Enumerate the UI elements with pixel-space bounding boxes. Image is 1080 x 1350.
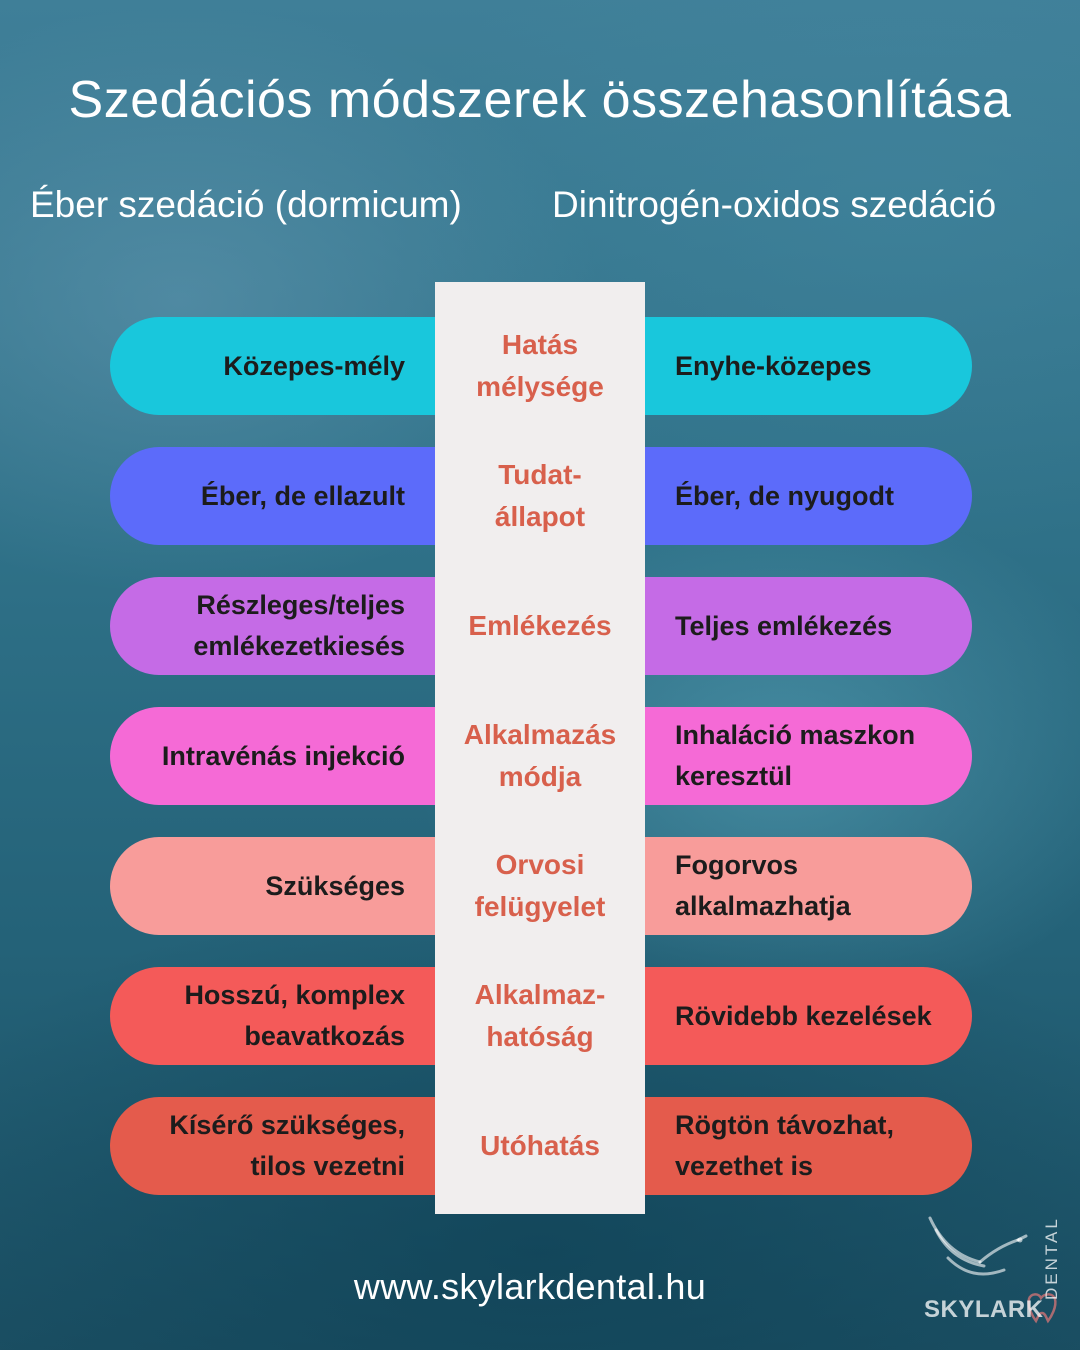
- left-value-line: Intravénás injekció: [161, 740, 405, 771]
- criterion-label: [435, 837, 645, 935]
- right-value-line: Éber, de nyugodt: [675, 480, 895, 511]
- left-value-pill: [110, 577, 435, 675]
- left-value-line: Részleges/teljes: [196, 590, 405, 620]
- left-value-text: [169, 1105, 405, 1187]
- right-value-pill: [645, 317, 972, 415]
- right-value-line: Rövidebb kezelések: [675, 1000, 932, 1031]
- right-value-line: vezethet is: [675, 1151, 814, 1181]
- left-value-text: [162, 736, 405, 777]
- left-value-line: emlékezetkiesés: [193, 631, 405, 661]
- criterion-label-line: Utóhatás: [480, 1130, 600, 1161]
- left-value-text: [184, 975, 405, 1057]
- right-value-text: [675, 845, 851, 927]
- left-value-pill: [110, 447, 435, 545]
- website-url[interactable]: www.skylarkdental.hu: [353, 1266, 707, 1307]
- left-value-pill: [110, 317, 435, 415]
- left-value-text: [193, 585, 405, 667]
- right-value-line: Enyhe-közepes: [675, 350, 872, 381]
- criterion-label: [435, 317, 645, 415]
- comparison-row: [0, 707, 1080, 805]
- comparison-row: [0, 837, 1080, 935]
- criterion-label-line: Orvosi: [495, 849, 585, 880]
- comparison-row: [0, 577, 1080, 675]
- column-header-right: Dinitrogén-oxidos szedáció: [552, 184, 997, 225]
- criterion-label-line: felügyelet: [474, 891, 606, 922]
- right-value-pill: [645, 967, 972, 1065]
- comparison-row: [0, 967, 1080, 1065]
- criterion-label: [435, 447, 645, 545]
- right-value-pill: [645, 837, 972, 935]
- page-title: Szedációs módszerek összehasonlítása: [68, 71, 1012, 129]
- right-value-text: [675, 346, 872, 387]
- right-value-text: [675, 996, 932, 1037]
- criterion-label-line: módja: [498, 761, 582, 792]
- right-value-text: [675, 715, 915, 797]
- right-value-line: Teljes emlékezés: [675, 610, 893, 641]
- right-value-pill: [645, 577, 972, 675]
- left-value-text: [201, 476, 405, 517]
- right-value-line: keresztül: [675, 761, 793, 791]
- criterion-label: [435, 1097, 645, 1195]
- right-value-text: [675, 606, 892, 647]
- left-value-pill: [110, 967, 435, 1065]
- criterion-label: [435, 707, 645, 805]
- right-value-text: [675, 1105, 894, 1187]
- logo-brand-text: SKYLARK: [924, 1296, 1044, 1323]
- left-value-line: Éber, de ellazult: [200, 480, 405, 511]
- left-value-pill: [110, 837, 435, 935]
- criterion-label-line: hatóság: [486, 1021, 594, 1052]
- right-value-pill: [645, 707, 972, 805]
- criterion-label-line: Emlékezés: [468, 610, 612, 641]
- right-value-line: alkalmazhatja: [675, 891, 851, 921]
- criterion-label-line: mélysége: [476, 371, 604, 402]
- left-value-line: Közepes-mély: [223, 350, 405, 381]
- right-value-pill: [645, 447, 972, 545]
- criterion-label: [435, 577, 645, 675]
- criterion-label-line: Tudat-: [498, 459, 582, 490]
- left-value-line: tilos vezetni: [250, 1151, 405, 1181]
- right-value-pill: [645, 1097, 972, 1195]
- left-value-line: Kísérő szükséges,: [169, 1110, 405, 1140]
- criterion-label-line: Alkalmaz-: [474, 979, 606, 1010]
- left-value-line: Szükséges: [265, 870, 405, 901]
- criterion-label-line: állapot: [494, 501, 586, 532]
- criterion-label: [435, 967, 645, 1065]
- right-value-line: Rögtön távozhat,: [675, 1110, 894, 1140]
- left-value-pill: [110, 1097, 435, 1195]
- criterion-label-line: Hatás: [501, 329, 579, 360]
- right-value-line: Inhaláció maszkon: [675, 720, 916, 750]
- comparison-row: [0, 1097, 1080, 1195]
- left-value-pill: [110, 707, 435, 805]
- left-value-line: beavatkozás: [244, 1021, 405, 1051]
- logo-subbrand-text: DENTAL: [1042, 1216, 1061, 1300]
- left-value-line: Hosszú, komplex: [184, 980, 405, 1010]
- right-value-text: [675, 476, 894, 517]
- comparison-row: [0, 317, 1080, 415]
- comparison-row: [0, 447, 1080, 545]
- left-value-text: [223, 346, 405, 387]
- left-value-text: [265, 866, 405, 907]
- criterion-label-line: Alkalmazás: [463, 719, 617, 750]
- right-value-line: Fogorvos: [675, 850, 799, 880]
- column-header-left: Éber szedáció (dormicum): [30, 184, 462, 225]
